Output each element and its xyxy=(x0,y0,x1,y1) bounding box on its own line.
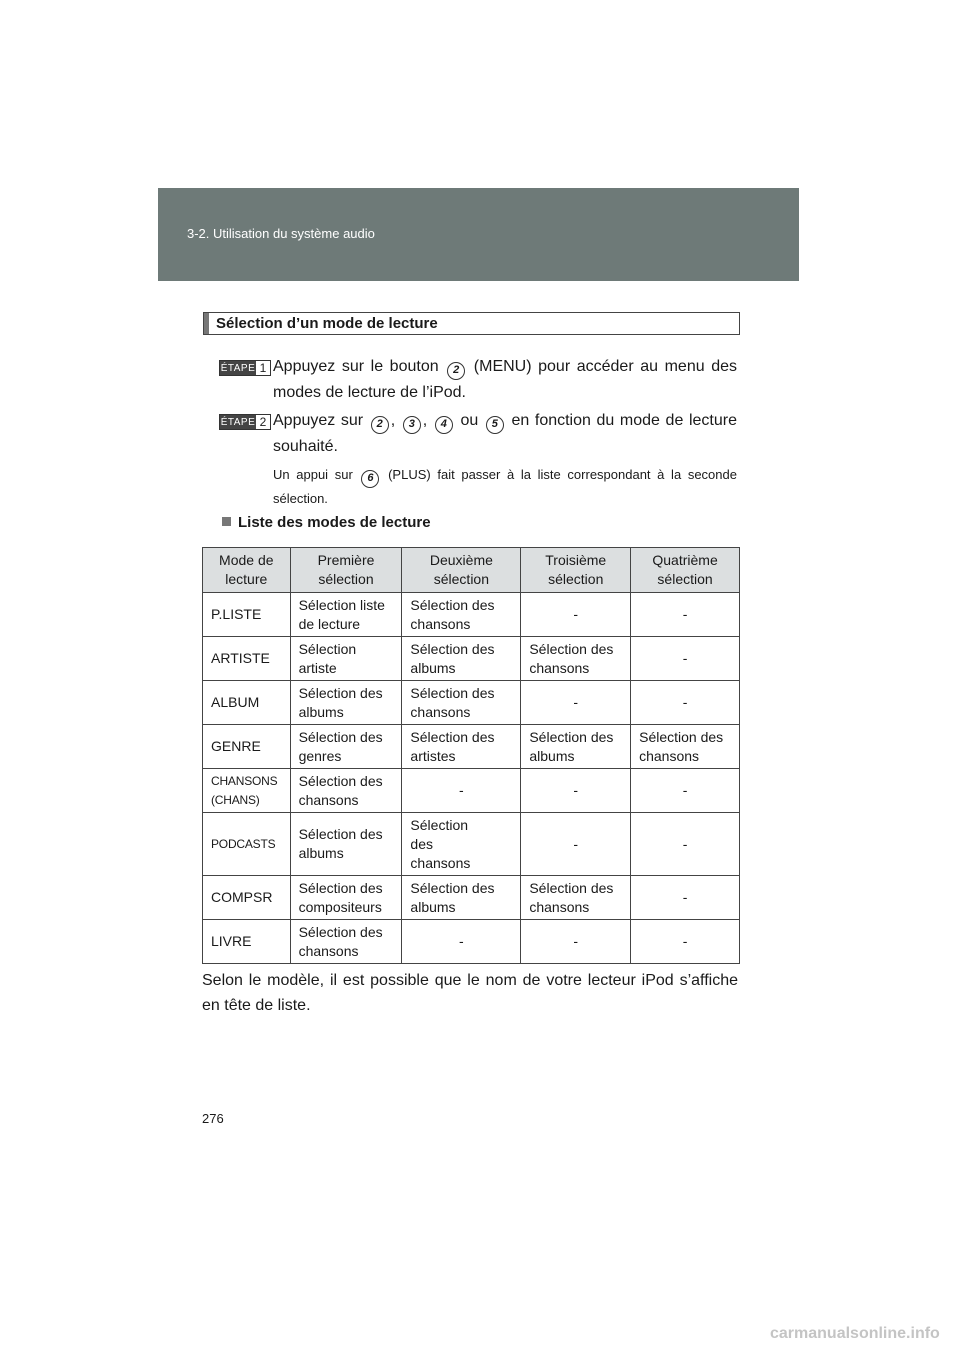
table-row xyxy=(203,920,740,964)
table-cell: - xyxy=(521,813,631,876)
table-row xyxy=(203,725,740,769)
table-cell: - xyxy=(402,920,521,964)
step-badge-number: 1 xyxy=(256,361,270,375)
table-cell: LIVRE xyxy=(203,920,291,964)
subheading xyxy=(222,514,431,531)
table-cell: - xyxy=(631,681,740,725)
step-badge-2 xyxy=(219,414,271,430)
table-cell: - xyxy=(631,920,740,964)
table-cell: Sélection des genres xyxy=(290,725,402,769)
table-cell: Sélection des chansons xyxy=(402,681,521,725)
step-badge-number: 2 xyxy=(256,415,270,429)
step-text-part: ou xyxy=(460,412,479,429)
table-cell: Sélection des albums xyxy=(290,813,402,876)
step-note xyxy=(273,464,737,509)
page-number: 276 xyxy=(202,1111,224,1126)
step-text-part: (MENU) pour accéder au menu des modes de lecture de l’iPod. xyxy=(273,358,737,401)
table-row xyxy=(203,681,740,725)
table-cell: - xyxy=(521,920,631,964)
table-row xyxy=(203,769,740,813)
step-badge-word: ÉTAPE xyxy=(220,362,256,374)
button-2-icon: 2 xyxy=(447,362,465,380)
table-cell: COMPSR xyxy=(203,876,291,920)
table-cell: GENRE xyxy=(203,725,291,769)
table-cell: - xyxy=(521,593,631,637)
table-cell: - xyxy=(631,813,740,876)
button-6-icon: 6 xyxy=(361,470,379,488)
table-cell: ALBUM xyxy=(203,681,291,725)
table-row xyxy=(203,813,740,876)
step-text-part: en fonction du mode de lecture souhaité. xyxy=(273,412,737,455)
step-text-part: , xyxy=(390,412,396,429)
table-row xyxy=(203,593,740,637)
table-cell: Sélection des chansons xyxy=(521,876,631,920)
table-cell: PODCASTS xyxy=(203,813,291,876)
table-header-cell: Deuxième sélection xyxy=(402,548,521,593)
button-2-icon: 2 xyxy=(371,416,389,434)
button-4-icon: 4 xyxy=(435,416,453,434)
table-cell: P.LISTE xyxy=(203,593,291,637)
step-badge-1 xyxy=(219,360,271,376)
subheading-text: Liste des modes de lecture xyxy=(238,514,431,531)
square-bullet-icon xyxy=(222,517,231,526)
table-cell: Sélection des chansons xyxy=(402,813,521,876)
table-cell: Sélection des albums xyxy=(521,725,631,769)
modes-table xyxy=(202,547,740,964)
footer-paragraph: Selon le modèle, il est possible que le nom de votre lecteur iPod s’affiche en tête de liste. xyxy=(202,972,738,1014)
table-cell: Sélection des artistes xyxy=(402,725,521,769)
step-text-2 xyxy=(273,408,737,459)
table-cell: Sélection des chansons xyxy=(631,725,740,769)
section-title: Sélection d’un mode de lecture xyxy=(216,315,438,332)
table-header-cell: Troisième sélection xyxy=(521,548,631,593)
table-cell: Sélection artiste xyxy=(290,637,402,681)
table-cell: Sélection des albums xyxy=(290,681,402,725)
watermark: carmanualsonline.info xyxy=(770,1325,940,1342)
table-cell: Sélection des albums xyxy=(402,637,521,681)
table-header-cell: Première sélection xyxy=(290,548,402,593)
header-band xyxy=(158,188,799,281)
table-cell: Sélection liste de lecture xyxy=(290,593,402,637)
table-header-cell: Quatrième sélection xyxy=(631,548,740,593)
step-text-part: Appuyez sur xyxy=(273,412,364,429)
table-row xyxy=(203,876,740,920)
table-row xyxy=(203,637,740,681)
table-cell: Sélection des chansons xyxy=(402,593,521,637)
table-header-cell: Mode de lecture xyxy=(203,548,291,593)
section-label: 3-2. Utilisation du système audio xyxy=(187,226,375,241)
table-header-row xyxy=(203,548,740,593)
section-title-bar xyxy=(204,313,209,334)
table-cell: - xyxy=(402,769,521,813)
note-text-part: Un appui sur xyxy=(273,467,353,482)
table-cell: - xyxy=(521,681,631,725)
table-cell: Sélection des albums xyxy=(402,876,521,920)
step-badge-word: ÉTAPE xyxy=(220,416,256,428)
table-cell: - xyxy=(631,593,740,637)
button-3-icon: 3 xyxy=(403,416,421,434)
table-cell: Sélection des chansons xyxy=(290,920,402,964)
table-cell: Sélection des chansons xyxy=(290,769,402,813)
table-cell: - xyxy=(631,876,740,920)
table-cell: ARTISTE xyxy=(203,637,291,681)
step-text-1 xyxy=(273,354,737,405)
table-cell: - xyxy=(631,637,740,681)
table-cell: Sélection des compositeurs xyxy=(290,876,402,920)
button-5-icon: 5 xyxy=(486,416,504,434)
section-title-box xyxy=(203,312,740,335)
table-cell: - xyxy=(521,769,631,813)
table-cell: - xyxy=(631,769,740,813)
table-cell: CHANSONS (CHANS) xyxy=(203,769,291,813)
step-text-part: , xyxy=(422,412,428,429)
note-text-part: (PLUS) fait passer à la liste correspondant à la seconde sélection. xyxy=(273,467,737,506)
step-text-part: Appuyez sur le bouton xyxy=(273,358,439,375)
table-cell: Sélection des chansons xyxy=(521,637,631,681)
